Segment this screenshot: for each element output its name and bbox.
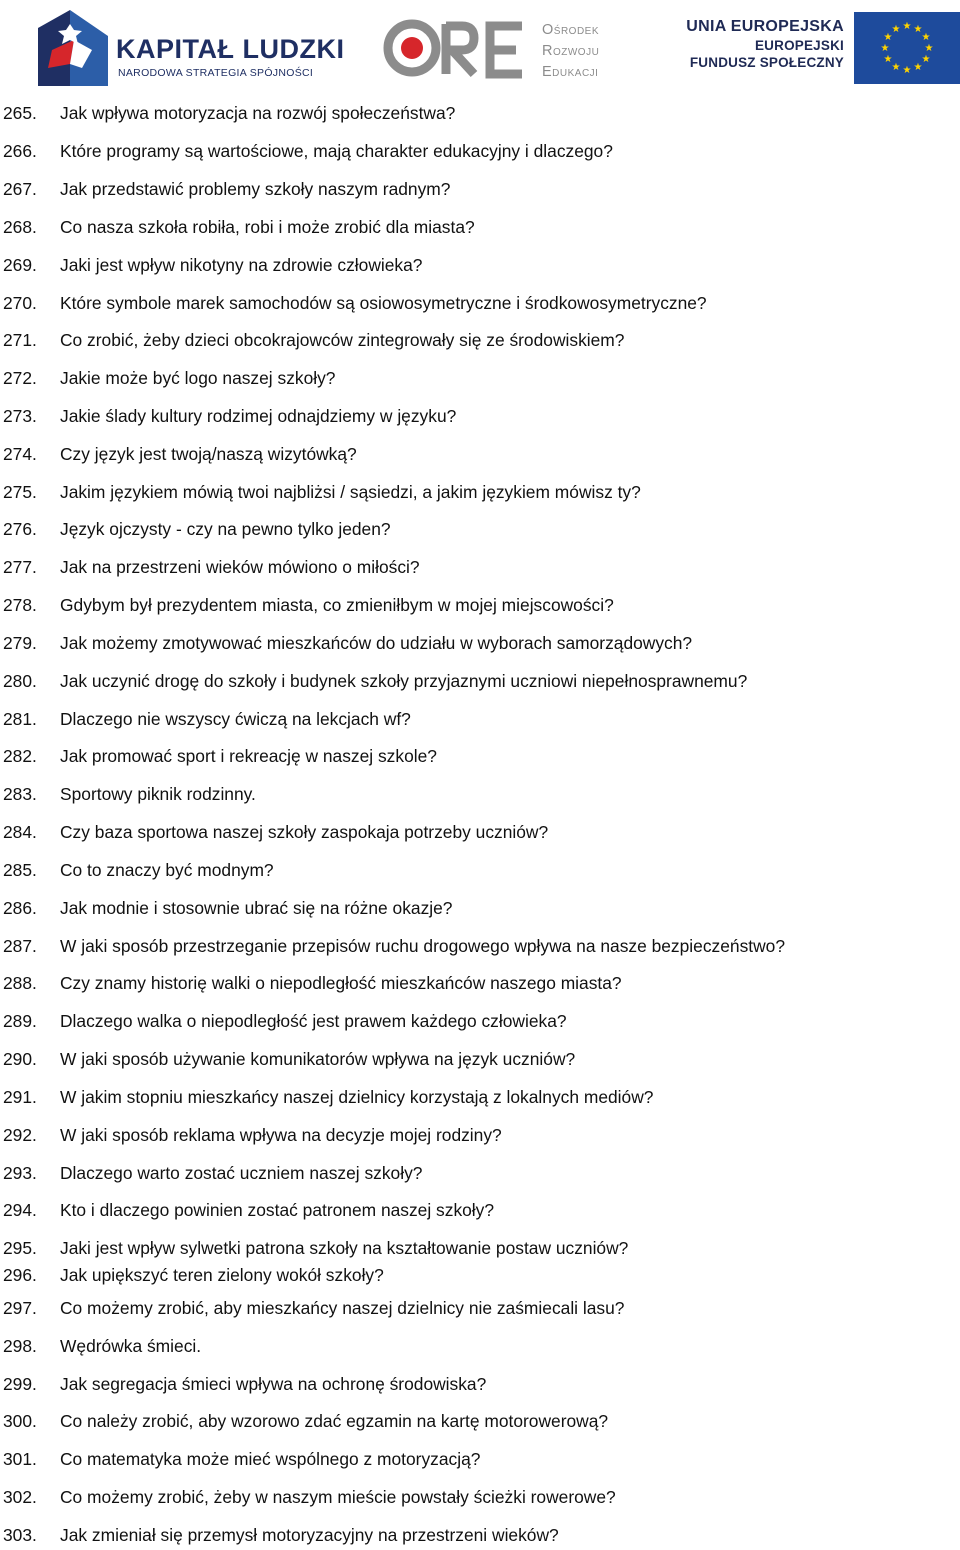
question-text: Jak modnie i stosownie ubrać się na różne okazje? (60, 898, 453, 918)
question-text: Jakim językiem mówią twoi najbliżsi / sąsiedzi, a jakim językiem mówisz ty? (60, 482, 641, 502)
question-text: Czy znamy historię walki o niepodległość mieszkańców naszego miasta? (60, 973, 622, 993)
question-text: Dlaczego nie wszyscy ćwiczą na lekcjach wf? (60, 709, 411, 729)
svg-text:★: ★ (891, 62, 901, 73)
question-item (3, 709, 953, 733)
question-item (3, 293, 953, 317)
question-text: Co zrobić, żeby dzieci obcokrajowców zintegrowały się ze środowiskiem? (60, 330, 625, 350)
question-number: 292. (3, 1125, 37, 1145)
question-text: Jak zmieniał się przemysł motoryzacyjny na przestrzeni wieków? (60, 1525, 559, 1545)
kapital-ludzki-title: KAPITAŁ LUDZKI (116, 34, 345, 64)
question-item (3, 1298, 953, 1322)
eu-line-3: FUNDUSZ SPOŁECZNY (689, 55, 844, 70)
question-text: Czy baza sportowa naszej szkoły zaspokaja potrzeby uczniów? (60, 822, 549, 842)
eu-line-2: EUROPEJSKI (754, 38, 844, 53)
question-text: Język ojczysty - czy na pewno tylko jeden? (60, 519, 391, 539)
svg-text:★: ★ (883, 32, 893, 43)
question-item (3, 255, 953, 279)
question-number: 265. (3, 103, 37, 123)
question-number: 272. (3, 368, 37, 388)
question-item (3, 1336, 953, 1360)
question-item (3, 141, 953, 165)
question-text: Jak możemy zmotywować mieszkańców do udziału w wyborach samorządowych? (60, 633, 693, 653)
question-text: Co nasza szkoła robiła, robi i może zrobić dla miasta? (60, 217, 475, 237)
question-text: Sportowy piknik rodzinny. (60, 784, 256, 804)
question-item (3, 1265, 953, 1289)
question-number: 283. (3, 784, 37, 804)
question-number: 287. (3, 936, 37, 956)
question-text: Które symbole marek samochodów są osiowosymetryczne i środkowosymetryczne? (60, 293, 707, 313)
question-item (3, 1487, 953, 1511)
eu-line-1: UNIA EUROPEJSKA (686, 18, 844, 35)
question-item (3, 633, 953, 657)
question-text: Wędrówka śmieci. (60, 1336, 202, 1356)
svg-text:★: ★ (902, 65, 912, 76)
question-number: 288. (3, 973, 37, 993)
question-item (3, 1163, 953, 1187)
question-text: Jaki jest wpływ sylwetki patrona szkoły na kształtowanie postaw uczniów? (60, 1238, 629, 1258)
question-text: Co możemy zrobić, aby mieszkańcy naszej dzielnicy nie zaśmiecali lasu? (60, 1298, 625, 1318)
ore-line-1: Ośrodek (542, 22, 600, 38)
question-number: 274. (3, 444, 37, 464)
question-text: Co to znaczy być modnym? (60, 860, 274, 880)
question-number: 273. (3, 406, 37, 426)
question-item (3, 103, 953, 127)
question-number: 270. (3, 293, 37, 313)
svg-text:★: ★ (913, 24, 923, 35)
question-text: Dlaczego walka o niepodległość jest prawem każdego człowieka? (60, 1011, 567, 1031)
question-item (3, 1125, 953, 1149)
question-number: 293. (3, 1163, 37, 1183)
question-text: Kto i dlaczego powinien zostać patronem naszej szkoły? (60, 1200, 495, 1220)
question-item (3, 1525, 953, 1549)
question-item (3, 595, 953, 619)
question-text: Jakie ślady kultury rodzimej odnajdziemy w języku? (60, 406, 457, 426)
question-text: W jaki sposób reklama wpływa na decyzje mojej rodziny? (60, 1125, 502, 1145)
question-item (3, 671, 953, 695)
question-number: 295. (3, 1238, 37, 1258)
question-number: 281. (3, 709, 37, 729)
svg-text:★: ★ (902, 21, 912, 32)
question-text: Jak przedstawić problemy szkoły naszym radnym? (60, 179, 451, 199)
question-item (3, 1411, 953, 1435)
question-item (3, 1049, 953, 1073)
ore-line-2: Rozwoju (542, 43, 600, 59)
question-item (3, 330, 953, 354)
question-item (3, 1238, 953, 1262)
question-text: Co możemy zrobić, żeby w naszym mieście powstały ścieżki rowerowe? (60, 1487, 616, 1507)
question-item (3, 1200, 953, 1224)
question-number: 286. (3, 898, 37, 918)
question-item (3, 784, 953, 808)
question-item (3, 406, 953, 430)
question-item (3, 746, 953, 770)
question-number: 285. (3, 860, 37, 880)
question-number: 301. (3, 1449, 37, 1469)
question-number: 299. (3, 1374, 37, 1394)
svg-text:★: ★ (891, 24, 901, 35)
question-item (3, 860, 953, 884)
question-text: Jak upiększyć teren zielony wokół szkoły? (60, 1265, 384, 1285)
question-text: Czy język jest twoją/naszą wizytówką? (60, 444, 357, 464)
question-number: 296. (3, 1265, 37, 1285)
question-text: W jakim stopniu mieszkańcy naszej dzielnicy korzystają z lokalnych mediów? (60, 1087, 654, 1107)
question-text: W jaki sposób przestrzeganie przepisów ruchu drogowego wpływa na nasze bezpieczeństwo? (60, 936, 785, 956)
question-number: 289. (3, 1011, 37, 1031)
question-number: 303. (3, 1525, 37, 1545)
question-item (3, 444, 953, 468)
kapital-ludzki-subtitle: NARODOWA STRATEGIA SPÓJNOŚCI (118, 67, 314, 79)
question-number: 291. (3, 1087, 37, 1107)
svg-text:★: ★ (924, 43, 934, 54)
question-number: 297. (3, 1298, 37, 1318)
svg-text:★: ★ (913, 62, 923, 73)
question-text: Jak uczynić drogę do szkoły i budynek szkoły przyjaznymi uczniowi niepełnosprawnemu? (60, 671, 748, 691)
question-number: 302. (3, 1487, 37, 1507)
question-item (3, 1449, 953, 1473)
question-number: 276. (3, 519, 37, 539)
question-number: 282. (3, 746, 37, 766)
question-text: Jak wpływa motoryzacja na rozwój społeczeństwa? (60, 103, 456, 123)
question-number: 290. (3, 1049, 37, 1069)
question-number: 268. (3, 217, 37, 237)
question-text: Jak na przestrzeni wieków mówiono o miłości? (60, 557, 420, 577)
svg-text:★: ★ (921, 54, 931, 65)
question-item (3, 519, 953, 543)
question-text: Co matematyka może mieć wspólnego z motoryzacją? (60, 1449, 481, 1469)
question-item (3, 368, 953, 392)
ore-line-3: Edukacji (542, 64, 599, 80)
question-number: 266. (3, 141, 37, 161)
question-number: 269. (3, 255, 37, 275)
question-item (3, 557, 953, 581)
question-text: Które programy są wartościowe, mają charakter edukacyjny i dlaczego? (60, 141, 613, 161)
question-item (3, 179, 953, 203)
question-text: Jaki jest wpływ nikotyny na zdrowie człowieka? (60, 255, 423, 275)
question-text: Jak segregacja śmieci wpływa na ochronę środowiska? (60, 1374, 487, 1394)
question-item (3, 1011, 953, 1035)
question-item (3, 822, 953, 846)
question-item (3, 898, 953, 922)
question-item (3, 1374, 953, 1398)
svg-text:★: ★ (883, 54, 893, 65)
question-item (3, 482, 953, 506)
question-number: 294. (3, 1200, 37, 1220)
question-number: 271. (3, 330, 37, 350)
question-item (3, 973, 953, 997)
question-number: 267. (3, 179, 37, 199)
question-item (3, 936, 953, 960)
question-text: Gdybym był prezydentem miasta, co zmieniłbym w mojej miejscowości? (60, 595, 614, 615)
question-number: 298. (3, 1336, 37, 1356)
question-number: 275. (3, 482, 37, 502)
svg-text:★: ★ (921, 32, 931, 43)
question-number: 279. (3, 633, 37, 653)
question-text: Jak promować sport i rekreację w naszej szkole? (60, 746, 437, 766)
question-item (3, 217, 953, 241)
svg-text:★: ★ (880, 43, 890, 54)
question-number: 300. (3, 1411, 37, 1431)
question-number: 278. (3, 595, 37, 615)
question-number: 280. (3, 671, 37, 691)
question-item (3, 1087, 953, 1111)
question-text: W jaki sposób używanie komunikatorów wpływa na język uczniów? (60, 1049, 576, 1069)
question-text: Jakie może być logo naszej szkoły? (60, 368, 336, 388)
question-text: Dlaczego warto zostać uczniem naszej szkoły? (60, 1163, 423, 1183)
question-number: 284. (3, 822, 37, 842)
question-text: Co należy zrobić, aby wzorowo zdać egzamin na kartę motorowerową? (60, 1411, 609, 1431)
question-number: 277. (3, 557, 37, 577)
